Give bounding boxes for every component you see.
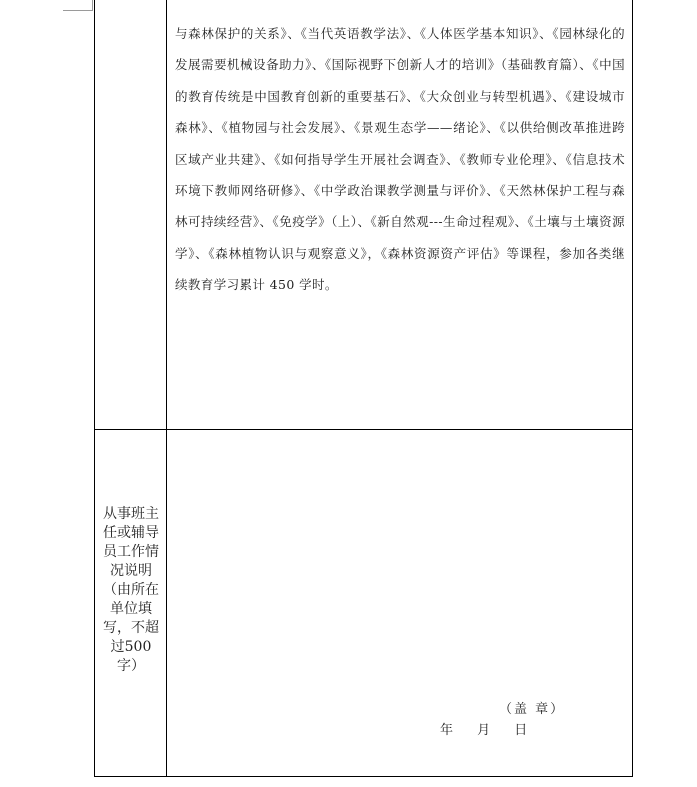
work-section-label: 从事班主任或辅导员工作情况说明（由所在单位填写，不超过500字） bbox=[103, 506, 159, 674]
seal-note: （盖 章） bbox=[499, 702, 566, 717]
row-divider bbox=[95, 429, 632, 430]
date-line: 年 月 日 bbox=[440, 723, 528, 738]
column-divider bbox=[166, 0, 167, 776]
training-description-text: 与森林保护的关系》、《当代英语教学法》、《人体医学基本知识》、《园林绿化的发展需要机械设备助力》、《国际视野下创新人才的培训》（基础教育篇）、《中国的教育传统是中国教育创新的重要基石》、《大众创业与转型机遇》、《建设城市森林》、《植物园与社会发展》、《景观生态学——绪论》、《以供给侧改革推进跨区域产业共建》、《如何指导学生开展社会调查》、《教师专业伦理》、《信息技术环境下教师网络研修》、《中学政治课教学测量与评价》、《天然林保护工程与森林可持续经营》、《免疫学》（上）、《新自然观---生命过程观》、《土壤与土壤资源学》、《森林植物认识与观察意义》，《森林资源资产评估》等课程，参加各类继续教育学习累计 450 学时。 bbox=[175, 26, 625, 293]
form-table bbox=[94, 0, 633, 777]
page-corner-mark bbox=[63, 0, 93, 11]
